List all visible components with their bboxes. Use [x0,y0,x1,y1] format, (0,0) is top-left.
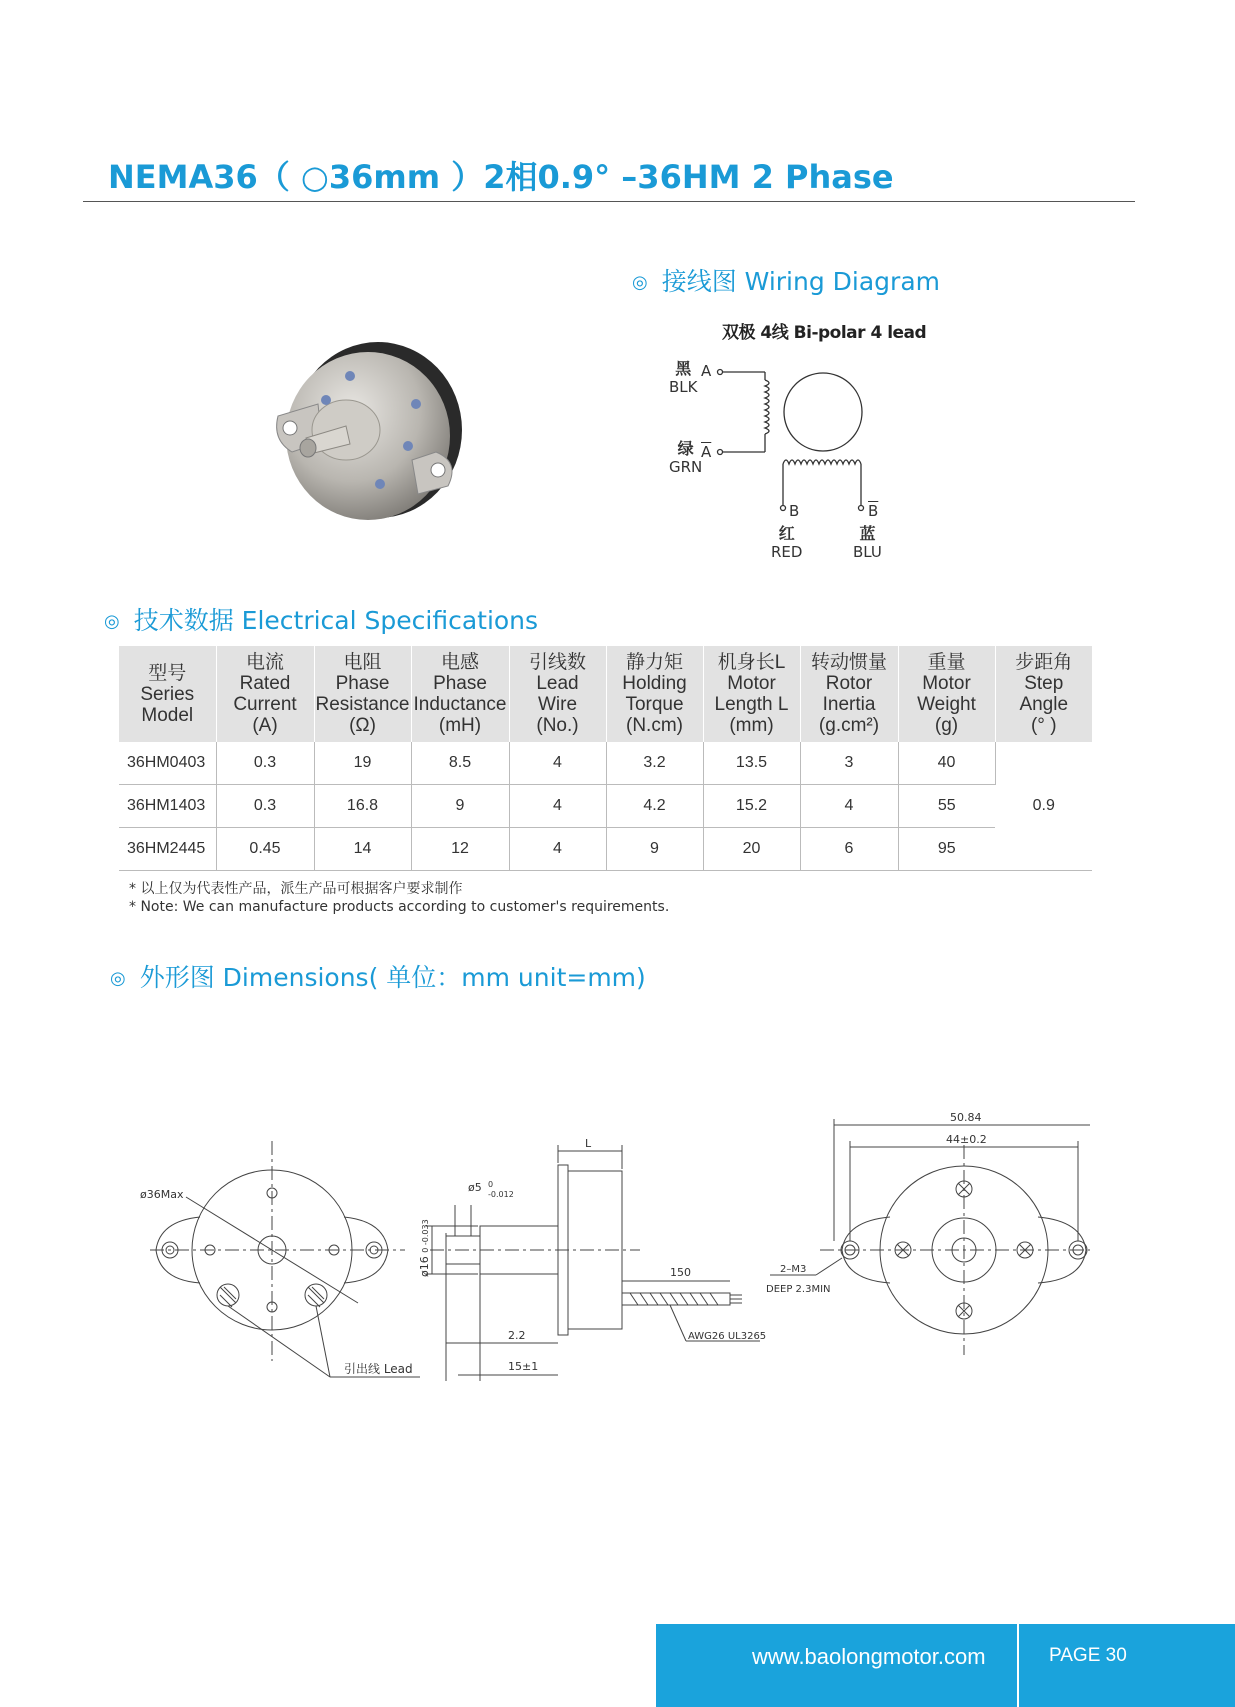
step-angle-value: 0.9 [995,742,1092,871]
table-row: 36HM2445 0.45 14 12 4 9 20 6 95 [119,828,1092,871]
note-cn: * 以上仅为代表性产品，派生产品可根据客户要求制作 [129,881,463,897]
dim-150: 150 [670,1266,691,1279]
dim-m3: 2–M3 [780,1264,807,1275]
lead-abar-label: 绿 GRN [669,439,703,476]
pin-b: B [789,502,800,520]
dim-wire: AWG26 UL3265 [688,1331,767,1342]
col-torque: 静力矩 Holding Torque (N.cm) [606,646,703,742]
title-divider [83,201,1135,202]
bullet-icon: ◎ [104,611,120,632]
bullet-icon: ◎ [110,968,126,989]
lead-a-label: 黑 BLK [669,359,698,396]
dim-shaft-tol-top: 0 [488,1180,494,1189]
dim-36max: ø36Max [140,1188,184,1201]
col-inductance: 电感 Phase Inductance (mH) [411,646,509,742]
dimensions-heading-text: 外形图 Dimensions( 单位：mm unit=mm) [139,963,646,992]
dim-shaft-tol-bottom: -0.012 [488,1190,514,1199]
lead-bbar-label: 蓝 BLU [853,524,882,561]
col-length: 机身长L Motor Length L (mm) [703,646,800,742]
lead-b-label: 红 RED [771,524,803,561]
wiring-heading-text: 接线图 Wiring Diagram [661,267,941,296]
dimensions-heading [110,958,646,994]
col-inertia: 转动惯量 Rotor Inertia (g.cm²) [800,646,898,742]
dim-50-84: 50.84 [950,1111,982,1124]
note-en: * Note: We can manufacture products according to customer's requirements. [129,899,670,915]
spec-header-row [119,646,1092,742]
specs-heading [104,601,538,637]
footer-url[interactable]: www.baolongmotor.com [752,1644,986,1669]
page-title: NEMA36（ ○36mm ）2相0.9° –36HM 2 Phase [108,158,894,196]
dim-boss: ø16 0 -0.033 [418,1219,431,1277]
dim-2-2: 2.2 [508,1329,526,1342]
spec-notes [129,880,669,916]
dim-L: L [585,1137,592,1150]
col-step-angle: 步距角 Step Angle (° ) [995,646,1092,742]
col-resistance: 电阻 Phase Resistance (Ω) [314,646,411,742]
pin-bbar: $\overline{B}$ [868,502,879,520]
pin-a: A [701,362,712,380]
dim-deep: DEEP 2.3MIN [766,1284,831,1295]
wiring-diagram [715,360,890,520]
table-row: 36HM1403 0.3 16.8 9 4 4.2 15.2 4 55 [119,785,1092,828]
pin-abar: $\overline{A}$ [701,443,712,461]
dim-lead: 引出线 Lead [344,1362,413,1376]
specs-heading-text: 技术数据 Electrical Specifications [133,606,539,635]
col-model: 型号 Series Model [119,646,216,742]
wiring-heading [632,262,940,298]
col-current: 电流 Rated Current (A) [216,646,314,742]
col-weight: 重量 Motor Weight (g) [898,646,995,742]
dim-15: 15±1 [508,1360,539,1373]
spec-table [119,646,1092,871]
dimension-drawing [130,1105,1090,1405]
wiring-subtitle: 双极 4线 Bi-polar 4 lead [722,323,927,343]
footer-divider [1017,1624,1019,1707]
dim-44: 44±0.2 [946,1133,987,1146]
table-row: 36HM0403 0.3 19 8.5 4 3.2 13.5 3 40 0.9 [119,742,1092,785]
bullet-icon: ◎ [632,272,648,293]
motor-photo [268,334,468,534]
dim-shaft: ø5 [468,1181,482,1194]
col-lead-wire: 引线数 Lead Wire (No.) [509,646,606,742]
page-number: PAGE 30 [1049,1645,1127,1666]
